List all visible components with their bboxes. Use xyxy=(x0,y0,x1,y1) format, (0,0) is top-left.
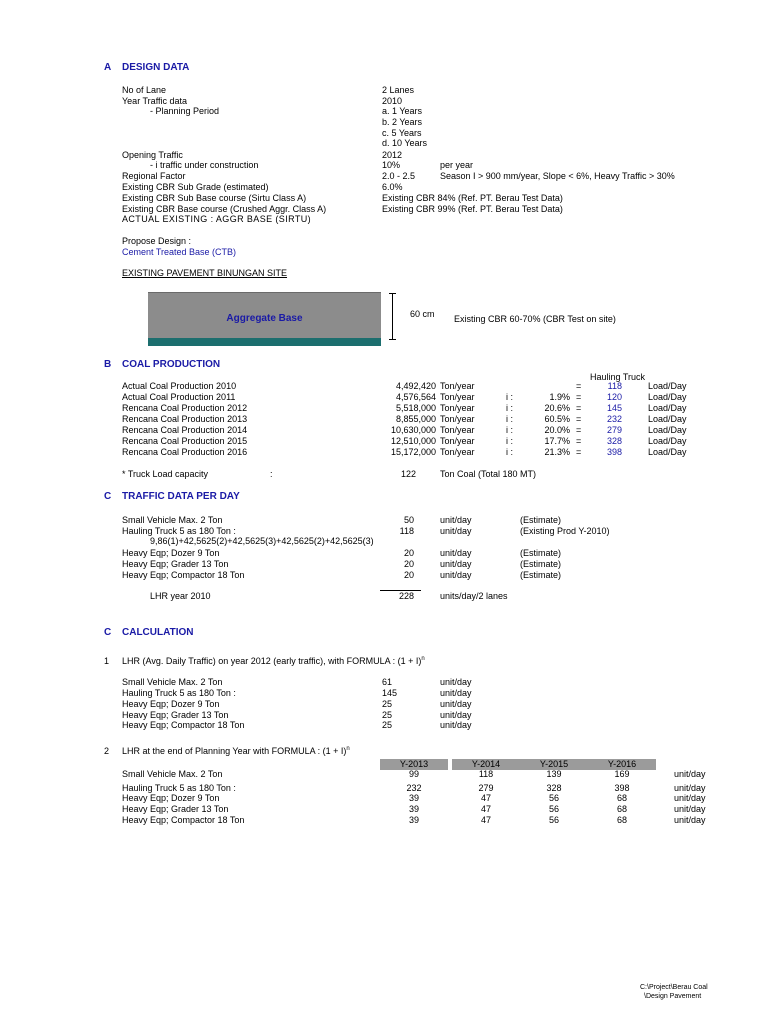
year-header: Y-2016 xyxy=(588,759,656,770)
coal-row-unit: Ton/year xyxy=(440,381,475,391)
cbr-subbase-label: Existing CBR Sub Base course (Sirtu Class A) xyxy=(122,193,307,203)
plan-row-unit: unit/day xyxy=(674,783,706,793)
coal-row-value: 4,576,564 xyxy=(395,392,436,402)
year-header: Y-2014 xyxy=(452,759,520,770)
coal-row-i: i : xyxy=(506,414,514,424)
coal-row-trucks: 232 xyxy=(606,414,622,424)
coal-row-i: i : xyxy=(506,392,514,402)
plan-row-value: 68 xyxy=(616,793,627,803)
calc-item-2-number: 2 xyxy=(104,746,110,756)
truck-cap-colon: : xyxy=(270,469,273,479)
coal-row-trucks: 145 xyxy=(606,403,622,413)
regional-factor-value: 2.0 - 2.5 xyxy=(382,171,416,181)
planning-option: c. 5 Years xyxy=(382,128,422,138)
traffic-row-value: 20 xyxy=(403,548,414,558)
calc-item-2-text: LHR at the end of Planning Year with FORMULA : $(1 + I)^n$ xyxy=(122,746,350,756)
lhr2012-row-value: 25 xyxy=(382,720,393,730)
coal-row-value: 5,518,000 xyxy=(395,403,436,413)
truck-cap-label: * Truck Load capacity xyxy=(122,469,209,479)
plan-row-value: 328 xyxy=(546,783,562,793)
propose-design-value: Cement Treated Base (CTB) xyxy=(122,247,237,257)
year-traffic-label: Year Traffic data xyxy=(122,96,188,106)
cbr-subgrade-value: 6.0% xyxy=(382,182,403,192)
dimension-line xyxy=(392,293,393,340)
plan-row-value: 398 xyxy=(614,783,630,793)
coal-row-unit: Ton/year xyxy=(440,392,475,402)
coal-row-label: Actual Coal Production 2011 xyxy=(122,392,236,402)
planning-option: a. 1 Years xyxy=(382,106,423,116)
calc-item-1-number: 1 xyxy=(104,656,110,666)
plan-row-value: 56 xyxy=(548,793,559,803)
section-b-letter: B xyxy=(104,359,112,370)
section-a-letter: A xyxy=(104,62,112,73)
coal-row-equals: = xyxy=(576,392,582,402)
coal-row-trucks: 118 xyxy=(607,381,622,391)
plan-row-unit: unit/day xyxy=(674,815,706,825)
coal-row-unit: Ton/year xyxy=(440,447,475,457)
lhr2012-row-unit: unit/day xyxy=(440,677,472,687)
coal-row-growth: 17.7% xyxy=(544,436,570,446)
traffic-row-unit: unit/day xyxy=(440,548,472,558)
coal-row-i: i : xyxy=(506,447,514,457)
regional-factor-note: Season I > 900 mm/year, Slope < 6%, Heavy Traffic > 30% xyxy=(440,171,675,181)
planning-period-label: - Planning Period xyxy=(150,106,220,116)
lhr-2010-label: LHR year 2010 xyxy=(150,591,211,601)
coal-row-unit: Ton/year xyxy=(440,403,475,413)
lhr2012-row-label: Small Vehicle Max. 2 Ton xyxy=(122,677,223,687)
plan-row-value: 39 xyxy=(408,804,419,814)
file-path-line-2: \Design Pavement xyxy=(644,993,702,1000)
coal-row-trucks: 328 xyxy=(606,436,622,446)
lhr2012-row-value: 61 xyxy=(382,677,393,687)
traffic-row-label: Hauling Truck 5 as 180 Ton : xyxy=(122,526,236,536)
lhr2012-row-unit: unit/day xyxy=(440,710,472,720)
coal-row-unit: Ton/year xyxy=(440,425,475,435)
coal-row-trucks: 279 xyxy=(606,425,622,435)
coal-row-truck-unit: Load/Day xyxy=(648,403,687,413)
plan-row-label: Heavy Eqp; Dozer 9 Ton xyxy=(122,793,220,803)
coal-row-value: 12,510,000 xyxy=(390,436,436,446)
traffic-row-note: (Estimate) xyxy=(520,570,562,580)
lhr2012-row-value: 25 xyxy=(382,710,393,720)
coal-row-value: 8,855,000 xyxy=(395,414,436,424)
coal-row-equals: = xyxy=(576,381,582,391)
plan-row-value: 47 xyxy=(480,804,491,814)
coal-row-growth: 20.6% xyxy=(544,403,570,413)
opening-traffic-label: Opening Traffic xyxy=(122,150,183,160)
traffic-row-note: (Existing Prod Y-2010) xyxy=(520,526,610,536)
coal-row-growth: 20.0% xyxy=(544,425,570,435)
traffic-row-unit: unit/day xyxy=(440,526,472,536)
plan-row-unit: unit/day xyxy=(674,793,706,803)
section-b-title: COAL PRODUCTION xyxy=(122,359,221,370)
coal-row-label: Rencana Coal Production 2015 xyxy=(122,436,248,446)
plan-row-value: 99 xyxy=(408,769,419,779)
plan-row-value: 232 xyxy=(406,783,422,793)
plan-row-unit: unit/day xyxy=(674,769,706,779)
plan-row-value: 139 xyxy=(546,769,562,779)
coal-row-truck-unit: Load/Day xyxy=(648,447,687,457)
coal-row-equals: = xyxy=(576,403,582,413)
coal-row-truck-unit: Load/Day xyxy=(648,392,687,402)
lhr2012-row-label: Heavy Eqp; Dozer 9 Ton xyxy=(122,699,220,709)
coal-row-trucks: 120 xyxy=(606,392,622,402)
coal-row-label: Actual Coal Production 2010 xyxy=(122,381,237,391)
traffic-row-note: (Estimate) xyxy=(520,515,562,525)
plan-row-value: 47 xyxy=(480,815,491,825)
traffic-row-value: 50 xyxy=(403,515,414,525)
traffic-row-label: Small Vehicle Max. 2 Ton xyxy=(122,515,223,525)
propose-design-label: Propose Design : xyxy=(122,236,192,246)
calc-item-1-text: LHR (Avg. Daily Traffic) on year 2012 (early traffic), with FORMULA : $(1 + I)^n$ xyxy=(122,656,425,666)
site-title: EXISTING PAVEMENT BINUNGAN SITE xyxy=(122,268,288,278)
opening-traffic-value: 2012 xyxy=(382,150,403,160)
coal-row-label: Rencana Coal Production 2012 xyxy=(122,403,248,413)
coal-row-equals: = xyxy=(576,414,582,424)
coal-row-i: i : xyxy=(506,403,514,413)
plan-row-unit: unit/day xyxy=(674,804,706,814)
planning-option: b. 2 Years xyxy=(382,117,423,127)
coal-row-value: 15,172,000 xyxy=(390,447,436,457)
coal-row-i: i : xyxy=(506,425,514,435)
plan-row-value: 39 xyxy=(408,815,419,825)
aggregate-base-label: Aggregate Base xyxy=(226,313,303,324)
lhr2012-row-label: Heavy Eqp; Compactor 18 Ton xyxy=(122,720,245,730)
coal-row-value: 10,630,000 xyxy=(390,425,436,435)
lhr2012-row-unit: unit/day xyxy=(440,699,472,709)
plan-row-label: Heavy Eqp; Grader 13 Ton xyxy=(122,804,229,814)
coal-row-equals: = xyxy=(576,425,582,435)
file-path-line-1: C:\Project\Berau Coal xyxy=(640,984,708,991)
layer-thickness: 60 cm xyxy=(410,309,435,319)
traffic-formula: 9,86(1)+42,5625(2)+42,5625(3)+42,5625(2)+42,5625(3) xyxy=(150,536,374,546)
coal-row-equals: = xyxy=(576,447,582,457)
lhr-2010-value: 228 xyxy=(398,591,414,601)
plan-row-value: 39 xyxy=(408,793,419,803)
coal-row-trucks: 398 xyxy=(606,447,622,457)
plan-row-value: 68 xyxy=(616,804,627,814)
traffic-row-unit: unit/day xyxy=(440,570,472,580)
planning-option: d. 10 Years xyxy=(382,138,428,148)
year-header: Y-2015 xyxy=(520,759,588,770)
coal-row-growth: 21.3% xyxy=(544,447,570,457)
plan-row-value: 169 xyxy=(614,769,630,779)
section-c-title: TRAFFIC DATA PER DAY xyxy=(122,491,240,502)
lhr-2010-unit: units/day/2 lanes xyxy=(440,591,508,601)
traffic-row-unit: unit/day xyxy=(440,515,472,525)
dimension-tick-bottom xyxy=(389,339,396,340)
coal-row-i: i : xyxy=(506,436,514,446)
traffic-row-note: (Estimate) xyxy=(520,548,562,558)
itraffic-label: - i traffic under construction xyxy=(150,160,259,170)
coal-row-truck-unit: Load/Day xyxy=(648,436,687,446)
cbr-base-value: Existing CBR 99% (Ref. PT. Berau Test Data) xyxy=(382,204,563,214)
traffic-row-note: (Estimate) xyxy=(520,559,562,569)
year-header: Y-2013 xyxy=(380,759,448,770)
coal-row-label: Rencana Coal Production 2016 xyxy=(122,447,248,457)
no-lane-label: No of Lane xyxy=(122,85,167,95)
traffic-row-label: Heavy Eqp; Compactor 18 Ton xyxy=(122,570,245,580)
cbr-base-label: Existing CBR Base course (Crushed Aggr. Class A) xyxy=(122,204,327,214)
coal-row-truck-unit: Load/Day xyxy=(648,425,687,435)
layer-note: Existing CBR 60-70% (CBR Test on site) xyxy=(454,314,616,324)
truck-cap-value: 122 xyxy=(400,469,416,479)
no-lane-value: 2 Lanes xyxy=(382,85,415,95)
plan-row-value: 68 xyxy=(616,815,627,825)
lhr2012-row-unit: unit/day xyxy=(440,720,472,730)
plan-row-value: 279 xyxy=(478,783,494,793)
lhr2012-row-value: 25 xyxy=(382,699,393,709)
lhr2012-row-unit: unit/day xyxy=(440,688,472,698)
truck-cap-unit: Ton Coal (Total 180 MT) xyxy=(440,469,537,479)
coal-row-unit: Ton/year xyxy=(440,436,475,446)
coal-row-growth: 1.9% xyxy=(549,392,570,402)
year-traffic-value: 2010 xyxy=(382,96,403,106)
traffic-row-value: 20 xyxy=(403,559,414,569)
actual-existing: ACTUAL EXISTING : AGGR BASE (SIRTU) xyxy=(122,214,312,224)
cbr-subbase-value: Existing CBR 84% (Ref. PT. Berau Test Data) xyxy=(382,193,563,203)
traffic-row-value: 118 xyxy=(399,526,414,536)
plan-row-value: 47 xyxy=(480,793,491,803)
coal-row-unit: Ton/year xyxy=(440,414,475,424)
subgrade-strip xyxy=(148,338,381,346)
regional-factor-label: Regional Factor xyxy=(122,171,186,181)
itraffic-value: 10% xyxy=(382,160,401,170)
coal-row-value: 4,492,420 xyxy=(395,381,436,391)
section-c-letter: C xyxy=(104,491,112,502)
coal-row-truck-unit: Load/Day xyxy=(648,414,687,424)
plan-row-value: 56 xyxy=(548,815,559,825)
section-a-title: DESIGN DATA xyxy=(122,62,190,73)
plan-row-label: Heavy Eqp; Compactor 18 Ton xyxy=(122,815,245,825)
traffic-row-unit: unit/day xyxy=(440,559,472,569)
coal-row-label: Rencana Coal Production 2013 xyxy=(122,414,248,424)
plan-row-label: Hauling Truck 5 as 180 Ton : xyxy=(122,783,236,793)
hauling-truck-header: Hauling Truck xyxy=(590,372,646,382)
traffic-row-label: Heavy Eqp; Grader 13 Ton xyxy=(122,559,229,569)
lhr2012-row-label: Hauling Truck 5 as 180 Ton : xyxy=(122,688,236,698)
section-calc-title: CALCULATION xyxy=(122,627,194,638)
coal-row-label: Rencana Coal Production 2014 xyxy=(122,425,248,435)
traffic-row-value: 20 xyxy=(403,570,414,580)
lhr2012-row-label: Heavy Eqp; Grader 13 Ton xyxy=(122,710,229,720)
traffic-row-label: Heavy Eqp; Dozer 9 Ton xyxy=(122,548,220,558)
cbr-subgrade-label: Existing CBR Sub Grade (estimated) xyxy=(122,182,269,192)
coal-row-growth: 60.5% xyxy=(544,414,570,424)
plan-row-value: 56 xyxy=(548,804,559,814)
section-calc-letter: C xyxy=(104,627,112,638)
coal-row-equals: = xyxy=(576,436,582,446)
lhr2012-row-value: 145 xyxy=(382,688,398,698)
coal-row-truck-unit: Load/Day xyxy=(648,381,687,391)
itraffic-unit: per year xyxy=(440,160,474,170)
plan-row-value: 118 xyxy=(478,769,494,779)
plan-row-label: Small Vehicle Max. 2 Ton xyxy=(122,769,223,779)
